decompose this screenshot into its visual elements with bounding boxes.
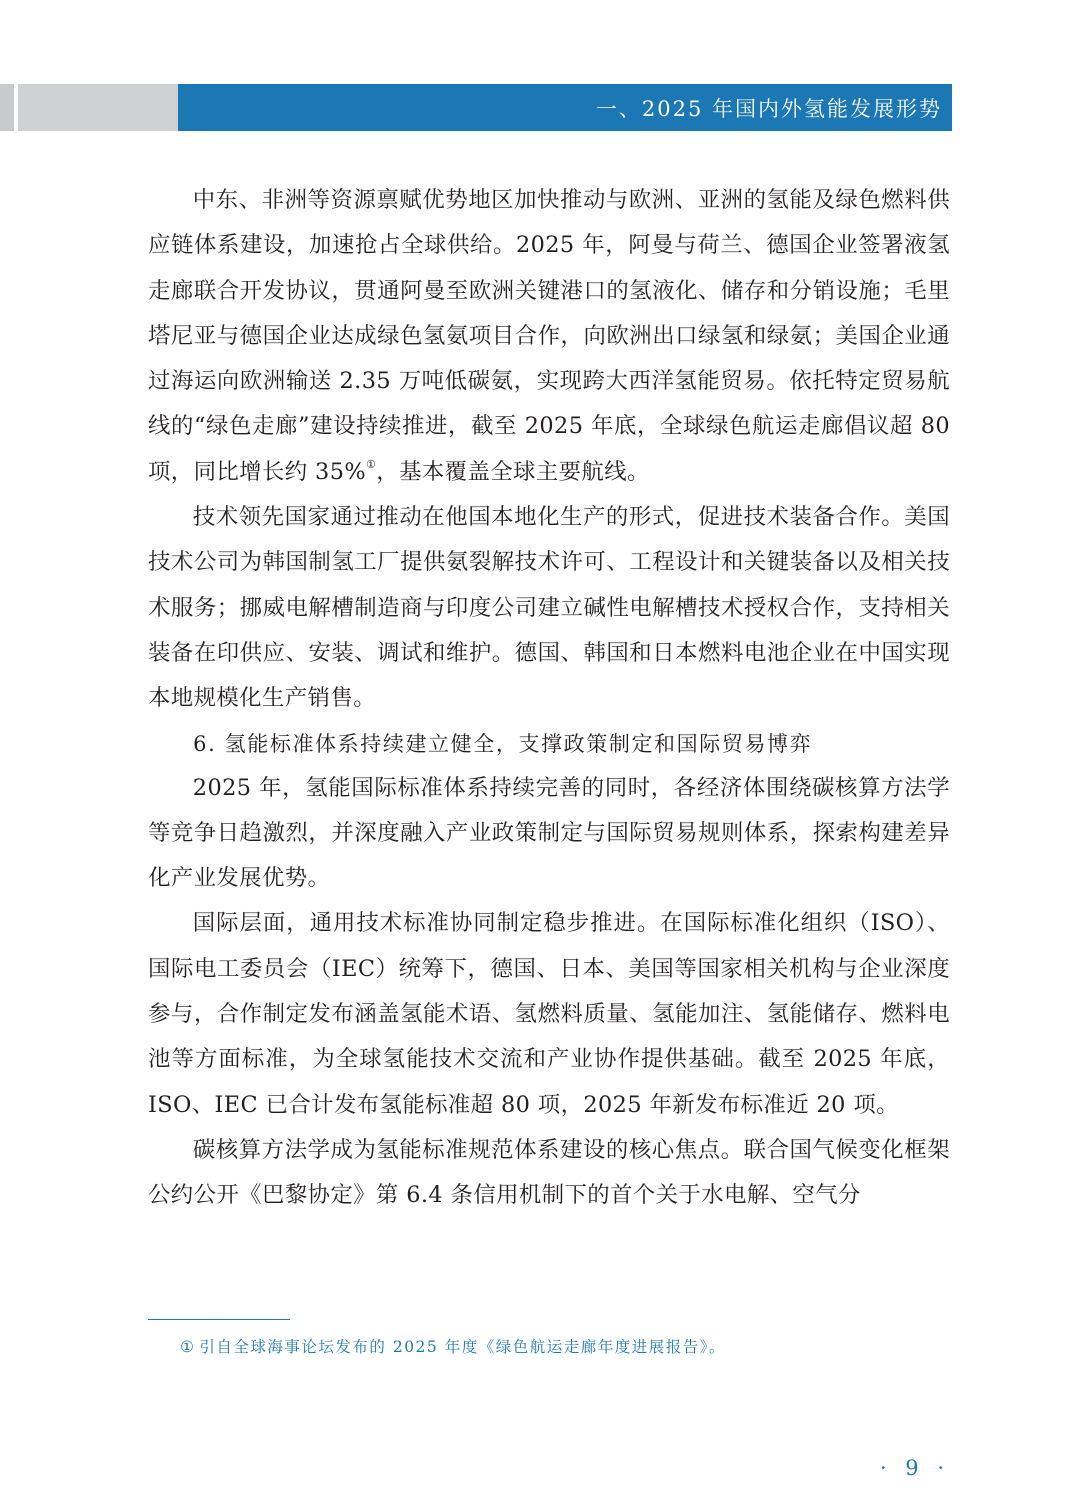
paragraph-3: 2025 年，氢能国际标准体系持续完善的同时，各经济体围绕碳核算方法学等竞争日趋激烈，并深度融入产业政策制定与国际贸易规则体系，探索构建差异化产业发展优势。 <box>148 774 950 892</box>
paragraph-1 <box>148 178 950 495</box>
footnote-text: 引自全球海事论坛发布的 2025 年度《绿色航运走廊年度进展报告》。 <box>199 1338 726 1356</box>
page-number: · 9 · <box>879 1456 950 1480</box>
chapter-title: 一、2025 年国内外氢能发展形势 <box>595 96 942 121</box>
footnote-reference[interactable]: ① <box>366 458 377 472</box>
paragraph-1-tail: ，基本覆盖全球主要航线。 <box>376 458 650 485</box>
paragraph-4: 国际层面，通用技术标准协同制定稳步推进。在国际标准化组织（ISO）、国际电工委员会（IEC）统筹下，德国、日本、美国等国家相关机构与企业深度参与，合作制定发布涵盖氢能术语、氢燃料质量、氢能加注、氢能储存、燃料电池等方面标准，为全球氢能技术交流和产业协作提供基础。截至 2025 年底，ISO、IEC 已合计发布氢能标准超 80 项，2025 年新发布标准近 20 项。 <box>148 910 950 1118</box>
header-chapter-bar <box>178 84 952 131</box>
footnote <box>180 1335 726 1357</box>
body-text <box>148 178 950 1219</box>
header-gray-stub <box>0 84 14 131</box>
footnote-marker: ① <box>180 1338 196 1356</box>
footnote-divider <box>148 1319 290 1320</box>
running-header <box>0 84 952 131</box>
paragraph-5: 碳核算方法学成为氢能标准规范体系建设的核心焦点。联合国气候变化框架公约公开《巴黎协定》第 6.4 条信用机制下的首个关于水电解、空气分 <box>148 1136 950 1209</box>
section-heading: 6. 氢能标准体系持续建立健全，支撑政策制定和国际贸易博弈 <box>193 731 813 756</box>
header-gray-block <box>18 84 178 131</box>
paragraph-1-text: 中东、非洲等资源禀赋优势地区加快推动与欧洲、亚洲的氢能及绿色燃料供应链体系建设，加速抢占全球供给。2025 年，阿曼与荷兰、德国企业签署液氢走廊联合开发协议，贯通阿曼至欧洲关键港口的氢液化、储存和分销设施；毛里塔尼亚与德国企业达成绿色氢氨项目合作，向欧洲出口绿氢和绿氨；美国企业通过海运向欧洲输送 2.35 万吨低碳氨，实现跨大西洋氢能贸易。依托特定贸易航线的“绿色走廊”建设持续推进，截至 2025 年底，全球绿色航运走廊倡议超 80 项，同比增长约 35% <box>148 187 950 485</box>
paragraph-2: 技术领先国家通过推动在他国本地化生产的形式，促进技术装备合作。美国技术公司为韩国制氢工厂提供氨裂解技术许可、工程设计和关键装备以及相关技术服务；挪威电解槽制造商与印度公司建立碱性电解槽技术授权合作，支持相关装备在印供应、安装、调试和维护。德国、韩国和日本燃料电池企业在中国实现本地规模化生产销售。 <box>148 504 950 712</box>
